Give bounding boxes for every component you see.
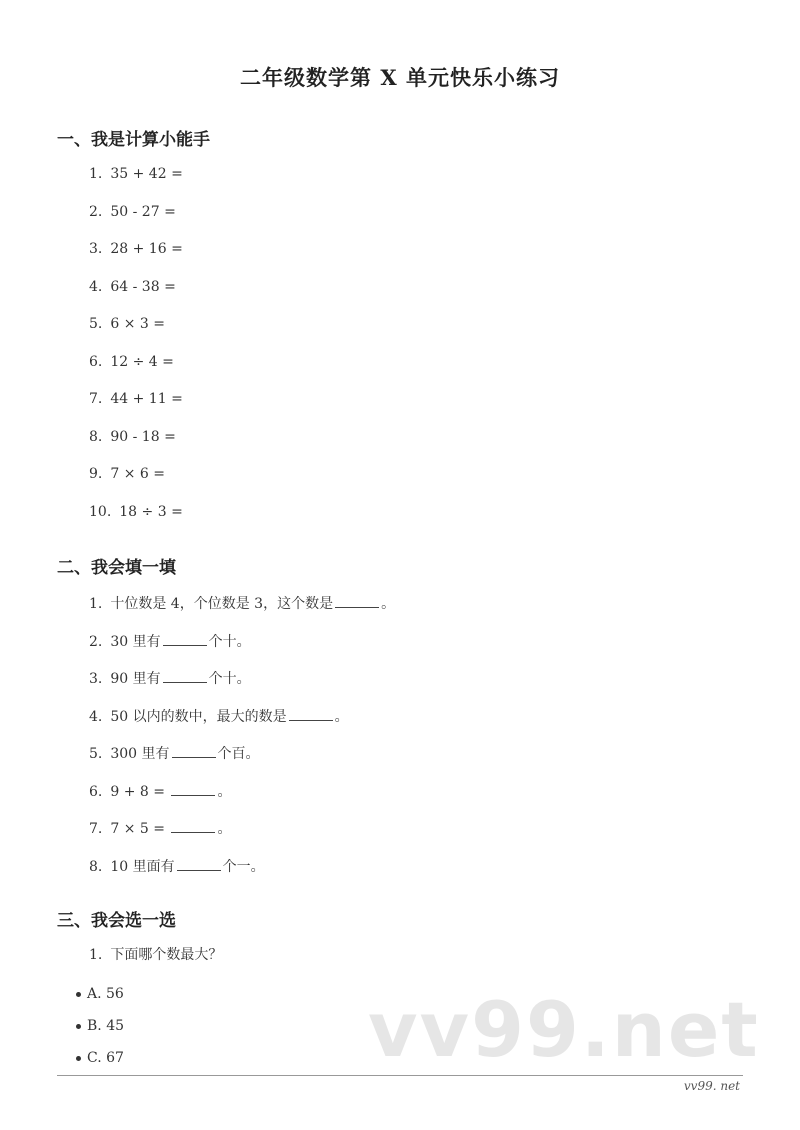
list-item: 1. 下面哪个数最大？ [89, 947, 223, 963]
fill-in-list [89, 593, 395, 893]
section-heading-fill-in: 二、我会填一填 [57, 558, 176, 578]
bullet-icon [76, 992, 81, 997]
answer-blank[interactable] [172, 743, 216, 758]
list-item: 6. 12 ÷ 4 = [89, 353, 174, 370]
choice-question [89, 945, 222, 965]
list-item: 4. 50 以内的数中，最大的数是 。 [89, 706, 395, 744]
answer-blank[interactable] [163, 668, 207, 683]
answer-blank[interactable] [171, 818, 215, 833]
bullet-icon [76, 1024, 81, 1029]
watermark: vv99.net [368, 985, 760, 1074]
list-item: 1. 十位数是 4，个位数是 3，这个数是 。 [89, 593, 395, 631]
answer-blank[interactable] [335, 593, 379, 608]
answer-blank[interactable] [163, 631, 207, 646]
bullet-icon [76, 1056, 81, 1061]
choice-options [76, 984, 124, 1080]
list-item: 8. 10 里面有 个一。 [89, 856, 395, 894]
option-a[interactable]: A. 56 [76, 984, 124, 1016]
section-heading-choice: 三、我会选一选 [57, 911, 176, 931]
answer-blank[interactable] [177, 856, 221, 871]
option-c[interactable]: C. 67 [76, 1048, 124, 1080]
list-item: 3. 28 + 16 = [89, 241, 183, 257]
answer-blank[interactable] [171, 781, 215, 796]
list-item: 9. 7 × 6 = [89, 466, 165, 482]
footer-site-label: vv99. net [683, 1079, 740, 1093]
footer-divider [57, 1075, 743, 1076]
section-heading-calculation: 一、我是计算小能手 [57, 130, 210, 150]
list-item: 5. 6 × 3 = [89, 316, 165, 332]
option-b[interactable]: B. 45 [76, 1016, 124, 1048]
page-title: 二年级数学第 X 单元快乐小练习 [240, 65, 560, 90]
calculation-list [89, 164, 183, 539]
list-item: 7. 7 × 5 = 。 [89, 818, 395, 856]
list-item: 5. 300 里有 个百。 [89, 743, 395, 781]
answer-blank[interactable] [289, 706, 333, 721]
list-item: 4. 64 - 38 = [89, 278, 176, 295]
list-item: 2. 30 里有 个十。 [89, 631, 395, 669]
list-item: 10. 18 ÷ 3 = [89, 503, 183, 520]
list-item: 1. 35 + 42 = [89, 166, 183, 182]
list-item: 7. 44 + 11 = [89, 391, 183, 407]
list-item: 2. 50 - 27 = [89, 203, 176, 220]
list-item: 8. 90 - 18 = [89, 428, 176, 445]
list-item: 3. 90 里有 个十。 [89, 668, 395, 706]
list-item: 6. 9 + 8 = 。 [89, 781, 395, 819]
